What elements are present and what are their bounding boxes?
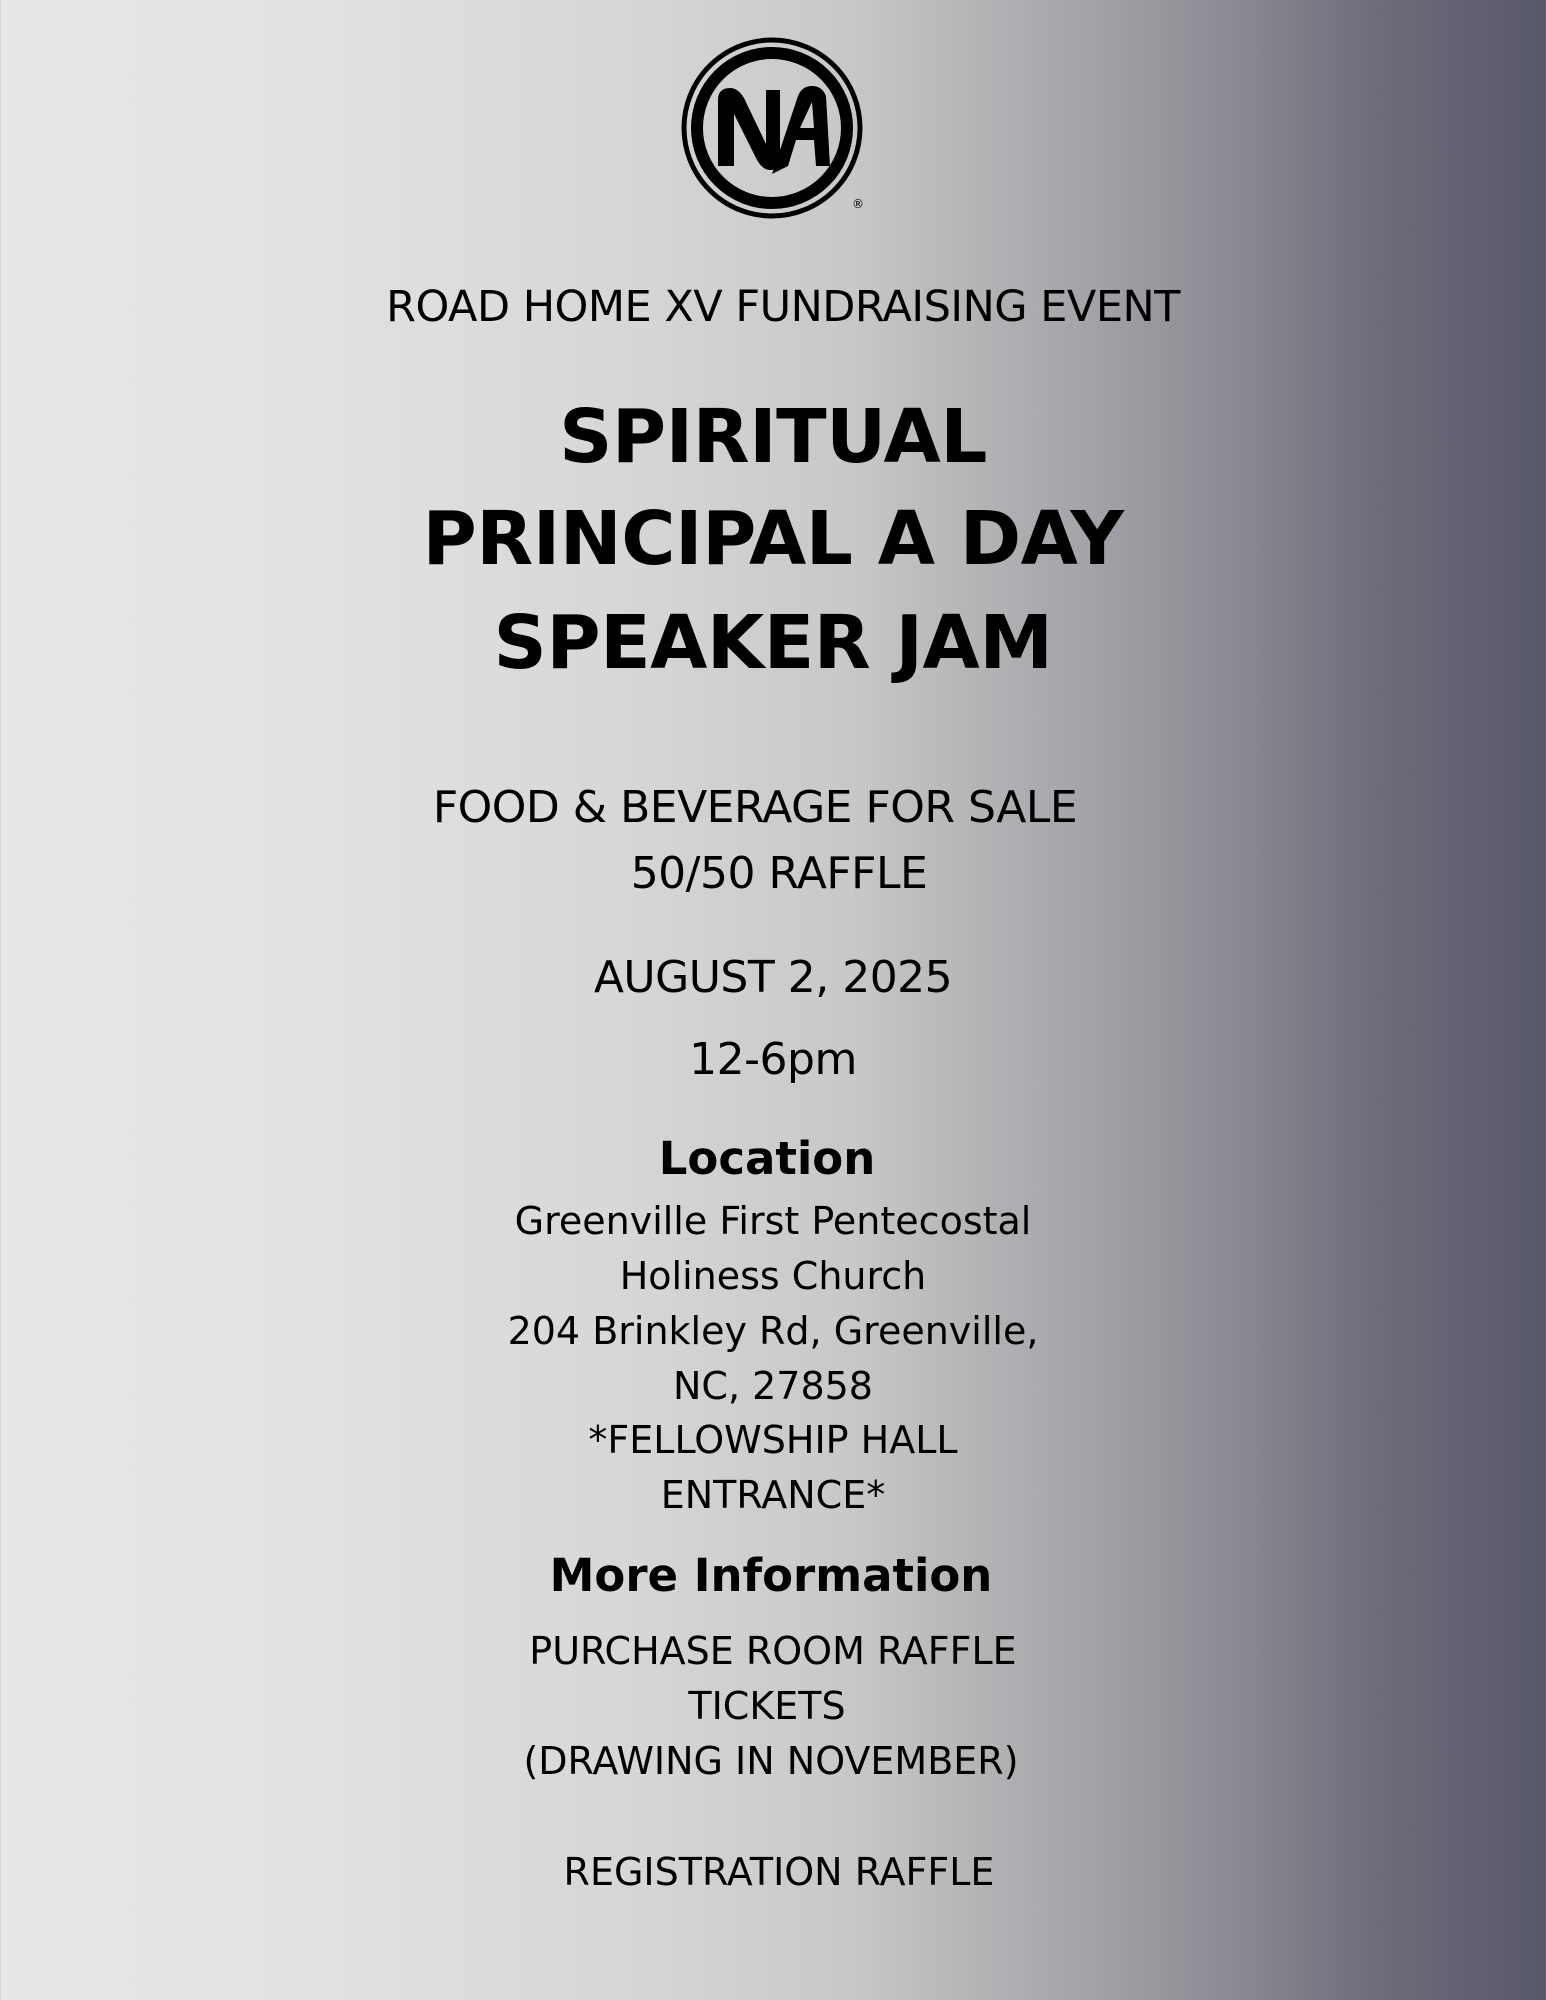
event-title-line-3: SPEAKER JAM <box>493 600 1053 686</box>
event-time: 12-6pm <box>689 1034 857 1085</box>
food-beverage-text: FOOD & BEVERAGE FOR SALE <box>432 782 1078 833</box>
location-line: 204 Brinkley Rd, Greenville, <box>507 1309 1039 1353</box>
location-line: Greenville First Pentecostal <box>514 1199 1032 1243</box>
event-title-line-2: PRINCIPAL A DAY <box>422 496 1124 582</box>
registration-raffle-text: REGISTRATION RAFFLE <box>563 1850 995 1894</box>
more-info-heading: More Information <box>549 1549 993 1602</box>
svg-text:®: ® <box>852 197 864 211</box>
na-logo-icon <box>680 36 866 222</box>
event-date: AUGUST 2, 2025 <box>593 952 953 1003</box>
event-label: ROAD HOME XV FUNDRAISING EVENT <box>386 282 1180 332</box>
location-line: NC, 27858 <box>672 1364 873 1408</box>
event-title-line-1: SPIRITUAL <box>559 394 987 480</box>
location-line: *FELLOWSHIP HALL <box>588 1418 958 1462</box>
location-line: ENTRANCE* <box>660 1473 886 1517</box>
more-info-line: (DRAWING IN NOVEMBER) <box>523 1739 1019 1783</box>
more-info-line: TICKETS <box>688 1684 846 1728</box>
location-heading: Location <box>658 1132 876 1185</box>
more-info-line: PURCHASE ROOM RAFFLE <box>529 1629 1017 1673</box>
location-line: Holiness Church <box>619 1254 927 1298</box>
raffle-5050-text: 50/50 RAFFLE <box>630 848 928 899</box>
